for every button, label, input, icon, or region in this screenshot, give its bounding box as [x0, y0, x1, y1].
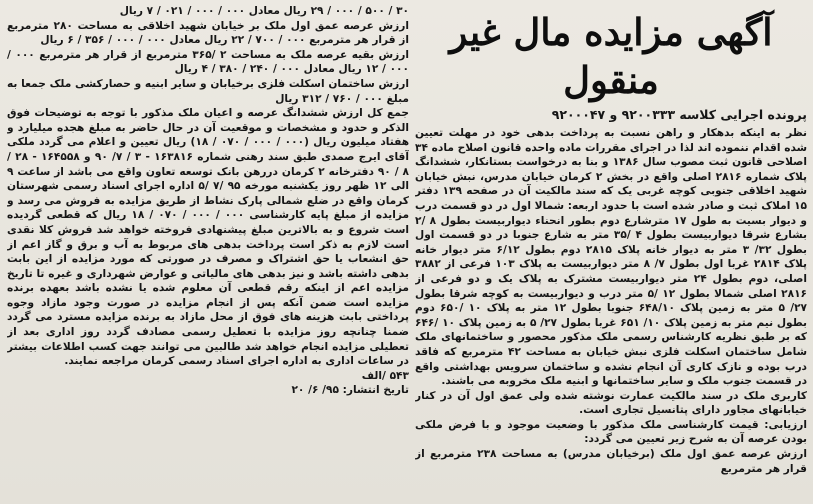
valuation-first-line: ارزش عرصه عمق اول ملک (برخیابان مدرس) به مساحت ۲۳۸ مترمربع از قرار هر مترمربع	[415, 448, 807, 475]
case-number: پرونده اجرایی کلاسه ۹۲۰۰۳۳۳ و ۹۲۰۰۰۴۷	[551, 107, 807, 122]
notice-left-column	[7, 4, 409, 500]
valuation-line-2: ارزش عرصه عمق اول ملک بر خیابان شهید اخلاقی به مساحت ۲۸۰ مترمربع از قرار هر مترمربع ۰۰۰ / ۷۰۰ / ۲۲ ریال معادل ۰۰۰ / ۰۰۰ / ۳۵۶ / ۶ ریال	[7, 19, 409, 47]
valuation-line-1: ۳۰ / ۵۰۰ / ۰۰۰ / ۲۹ ریال معادل ۰۰۰ / ۰۰۰ / ۰۲۱ / ۷ ریال	[119, 5, 409, 17]
valuation-line-4: ارزش ساختمان اسکلت فلزی برخیابان و سایر ابنیه و حصارکشی ملک جمعا به مبلغ ۰۰۰ / ۷۶۰ / ۳۱۲ ریال	[7, 77, 409, 105]
notice-right-column	[415, 4, 807, 500]
notice-title: آگهی مزایده مال غیر منقول	[449, 10, 773, 102]
publish-date: تاریخ انتشار: ۹۵/ ۶/ ۲۰	[291, 384, 409, 397]
valuation-intro: ارزیابی: قیمت کارشناسی ملک مذکور با وضعیت موجود و با فرض ملکی بودن عرصه آن به شرح زیر تعیین می گردد:	[415, 418, 807, 446]
valuation-line-3: ارزش بقیه عرصه ملک به مساحت ۲ /۳۶۵ مترمربع از قرار هر مترمربع ۰۰۰ / ۰۰۰ / ۱۲ ریال معادل ۰۰۰ / ۲۴۰ / ۳۸۰ / ۴ ریال	[7, 48, 409, 76]
auction-terms: جمع کل ارزش ششدانگ عرصه و اعیان ملک مذکور با توجه به توضیحات فوق الذکر و حدود و مشخصات و موقعیت آن در حال حاضر به مبلغ هجده میلیارد و هفتاد میلیون ریال (۰۰۰ / ۰۰۰ / ۰۷۰ / ۱۸) ریال تعیین و اعلام می گردد ملکی آقای ایرج صمدی طبق سند رهنی شماره ۱۶۳۸۱۶ - ۳ / ۷/ ۹۰ و ۱۶۴۵۵۸ - ۲۸ / ۸ / ۹۰ دفترخانه ۲ کرمان دررهن بانک توسعه تعاون واقع می باشد از ساعت ۹ الی ۱۲ ظهر روز یکشنبه مورخه ۹۵ /۷ /۵ اداره اجرای اسناد رسمی شهرستان کرمان واقع در ضلع شمالی پارک نشاط از طریق مزایده به فروش می رسد و مزایده از مبلغ پایه کارشناسی ۰۰۰ / ۰۰۰ / ۰۷۰ / ۱۸ ریال که قطعی گردیده است شروع و به بالاترین مبلغ پیشنهادی فروخته خواهد شد فروش کلا نقدی است لازم به ذکر است پرداخت بدهی های مربوط به آب و برق و گاز اعم از حق انشعاب یا حق اشتراک و مصرف در صورتی که مورد مزایده از این بابت بدهی داشته باشد و نیز بدهی های مالیاتی و عوارض شهرداری و غیره تا تاریخ مزایده اعم از اینکه رقم قطعی آن معلوم شده یا نشده باشد بعهده برنده مزایده است ضمن آنکه پس از انجام مزایده در صورت وجود مازاد وجوه پرداختی بابت هزینه های فوق از محل مازاد به برنده مزایده مسترد می گردد ضمنا چنانچه روز مزایده با تعطیل رسمی مصادف گردد روز اداری بعد از تعطیلی مزایده انجام خواهد شد طالبین می توانند جهت کسب اطلاعات بیشتر در ساعات اداری به اداره اجرای اسناد رسمی کرمان مراجعه نمایند.	[7, 107, 409, 368]
property-description: نظر به اینکه بدهکار و راهن نسبت به پرداخت بدهی خود در مهلت تعیین شده اقدام ننموده اند لذا در اجرای مقررات ماده واحده قانون اصلاح ماده ۳۴ اصلاحی قانون ثبت مصوب سال ۱۳۸۶ و بنا به درخواست بستانکار، ششدانگ پلاک شماره ۲۸۱۶ اصلی واقع در بخش ۲ کرمان خیابان مدرس، نبش خیابان شهید اخلاقی جنوبی کوچه غربی یک که سند مالکیت آن در صفحه ۱۳۹ دفتر ۱۵ املاک ثبت و صادر شده است با حدود اربعه: شمالا اول در دو قسمت درب و دیوار بسیت به طول ۱۷ مترشارع دوم بطور انحناء دیواربیست بطول ۸ /۲ بشارع شرقا دیواربیست بطول ۴ /۳۵ متر به شارع جنوبا در دو قسمت اول بطول ۳۲/ ۳ متر به دیوار خانه پلاک ۲۸۱۵ دوم بطول ۶/۱۲ متر دیوار خانه پلاک ۲۸۱۴ غربا اول بطول ۷/ ۸ متر دیواربیست به پلاک ۱۰۳ فرعی از ۳۸۸۲ اصلی، دوم بطول ۲۴ متر دیواربیست مشترک به پلاک یک و دو فرعی از ۲۸۱۶ اصلی شمالا بطول ۱۲ /۵ متر درب و دیواربیست به کوچه شرقا بطول ۲۷/ ۵ متر به زمین پلاک ۶۴۸/۱۰ جنوبا بطول ۱۲ متر به پلاک ۱۰ /۶۵۰ دوم بطول نیم متر به زمین پلاک ۱۰/ ۶۵۱ غربا بطول ۲۷/ ۵ به زمین پلاک ۱۰ /۶۴۶ که بر طبق نظریه کارشناس رسمی ملک مذکور محصور و ساختمانهای ملک شامل ساختمان اسکلت فلزی نبش خیابان به مساحت ۴۲ مترمربع که فاقد درب بوده و نازک کاری آن انجام نشده و ساختمان سرویس بهداشتی واقع در قسمت جنوب ملک و سایر ساختمانها و ابنیه ملک مخروبه می باشند.	[415, 127, 807, 388]
reference-code: ۵۴۳ /الف	[361, 369, 409, 382]
usage-note: کاربری ملک در سند مالکیت عمارت نوشته شده ولی عمق اول آن در کنار خیابانهای مجاور دارای پتانسیل تجاری است.	[415, 389, 807, 417]
